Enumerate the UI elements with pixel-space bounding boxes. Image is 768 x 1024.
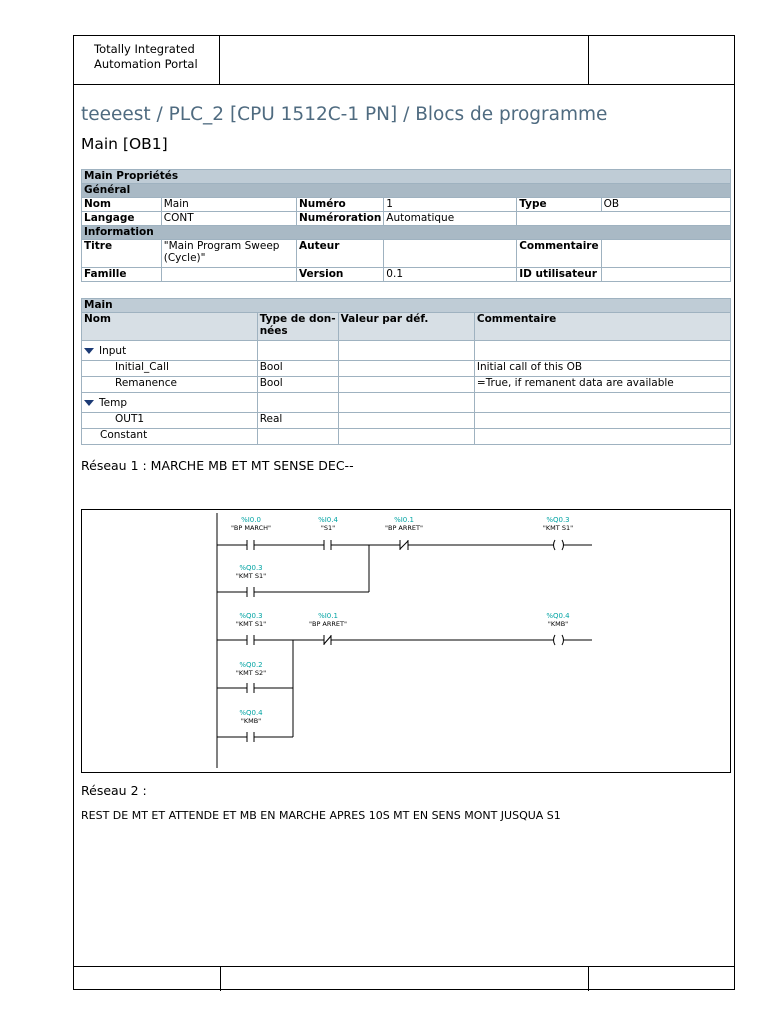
- contact-symbol: "KMT S1": [235, 572, 267, 580]
- contact-symbol: "KMB": [240, 717, 262, 725]
- collapse-arrow-icon[interactable]: [84, 400, 94, 406]
- row-comment: [474, 393, 730, 413]
- row-type: Bool: [257, 377, 338, 393]
- auteur-label: Auteur: [297, 240, 384, 268]
- coil-address: %Q0.3: [546, 516, 570, 524]
- row-type: [257, 393, 338, 413]
- row-default: [338, 429, 474, 445]
- page-footer: [74, 966, 734, 991]
- header-divider: [588, 36, 589, 84]
- langage-label: Langage: [82, 212, 162, 226]
- app-name-line1: Totally Integrated: [94, 42, 195, 56]
- version-value: 0.1: [384, 268, 517, 282]
- row-type: Bool: [257, 361, 338, 377]
- id-label: ID utilisateur: [517, 268, 601, 282]
- row-type: [257, 341, 338, 361]
- network1-title: Réseau 1 : MARCHE MB ET MT SENSE DEC--: [81, 458, 354, 473]
- col-type: [257, 313, 338, 341]
- app-name-cell: [74, 36, 220, 84]
- row-default: [338, 393, 474, 413]
- contact-symbol: "BP ARRET": [309, 620, 347, 628]
- properties-table: [81, 169, 731, 282]
- col-nom: Nom: [82, 313, 258, 341]
- contact-symbol: "BP MARCH": [230, 524, 272, 532]
- coil-address: %Q0.4: [546, 612, 570, 620]
- interface-table: [81, 298, 731, 445]
- numeroration-label: Numéroration: [297, 212, 384, 226]
- row-type: Real: [257, 413, 338, 429]
- row-default: [338, 413, 474, 429]
- table-row: [82, 413, 731, 429]
- properties-section: Main Propriétés: [82, 170, 731, 184]
- commentaire-label: Commentaire: [517, 240, 601, 268]
- table-row: [82, 429, 731, 445]
- nom-value: Main: [161, 198, 296, 212]
- row-name: Initial_Call: [82, 361, 258, 377]
- famille-value: [161, 268, 296, 282]
- footer-divider: [220, 967, 221, 991]
- row-comment: Initial call of this OB: [474, 361, 730, 377]
- numero-value: 1: [384, 198, 517, 212]
- contact-address: %Q0.3: [239, 612, 263, 620]
- app-name-line2: Automation Portal: [94, 57, 198, 71]
- collapse-arrow-icon[interactable]: [84, 348, 94, 354]
- document-page: [73, 35, 735, 990]
- contact-symbol: "KMT S1": [235, 620, 267, 628]
- contact-symbol: "BP ARRET": [385, 524, 423, 532]
- type-label: Type: [517, 198, 601, 212]
- row-comment: [474, 429, 730, 445]
- id-value: [601, 268, 730, 282]
- contact-symbol: "KMT S2": [235, 669, 267, 677]
- langage-value: CONT: [161, 212, 296, 226]
- row-name: OUT1: [82, 413, 258, 429]
- commentaire-value: [601, 240, 730, 268]
- titre-label: Titre: [82, 240, 162, 268]
- row-default: [338, 341, 474, 361]
- row-name: Input: [99, 344, 127, 357]
- row-default: [338, 377, 474, 393]
- row-comment: [474, 341, 730, 361]
- interface-section: Main: [82, 299, 731, 313]
- titre-value-line1: "Main Program Sweep: [163, 240, 280, 252]
- row-name: Constant: [82, 429, 258, 445]
- coil-symbol: "KMB": [547, 620, 569, 628]
- ladder-svg: [82, 510, 730, 772]
- col-type-line1: Type de don-: [259, 313, 336, 325]
- contact-address: %Q0.2: [239, 661, 263, 669]
- titre-value-line2: (Cycle)": [163, 252, 206, 264]
- numero-label: Numéro: [297, 198, 384, 212]
- numeroration-value: Automatique: [384, 212, 517, 226]
- contact-address: %I0.1: [318, 612, 338, 620]
- nom-label: Nom: [82, 198, 162, 212]
- col-default: Valeur par déf.: [338, 313, 474, 341]
- col-comment: Commentaire: [474, 313, 730, 341]
- contact-address: %Q0.4: [239, 709, 263, 717]
- network2-comment: REST DE MT ET ATTENDE ET MB EN MARCHE APRES 10S MT EN SENS MONT JUSQUA S1: [81, 809, 561, 822]
- footer-divider: [588, 967, 589, 991]
- contact-address: %Q0.3: [239, 564, 263, 572]
- famille-label: Famille: [82, 268, 162, 282]
- contact-address: %I0.4: [318, 516, 338, 524]
- page-title: teeeest / PLC_2 [CPU 1512C-1 PN] / Blocs de programme: [81, 104, 608, 125]
- page-header: [74, 36, 734, 85]
- row-type: [257, 429, 338, 445]
- general-section: Général: [82, 184, 731, 198]
- row-comment: =True, if remanent data are available: [474, 377, 730, 393]
- table-row: [82, 377, 731, 393]
- block-title: Main [OB1]: [81, 135, 168, 153]
- contact-address: %I0.0: [241, 516, 261, 524]
- coil-symbol: "KMT S1": [542, 524, 574, 532]
- table-row: [82, 361, 731, 377]
- row-name: Temp: [99, 396, 127, 409]
- information-section: Information: [82, 226, 731, 240]
- col-type-line2: nées: [259, 325, 288, 337]
- table-row: [82, 393, 731, 413]
- contact-address: %I0.1: [394, 516, 414, 524]
- row-comment: [474, 413, 730, 429]
- row-name: Remanence: [82, 377, 258, 393]
- auteur-value: [384, 240, 517, 268]
- ladder-diagram: [81, 509, 731, 773]
- row-default: [338, 361, 474, 377]
- table-row: [82, 341, 731, 361]
- network2-title: Réseau 2 :: [81, 783, 147, 798]
- contact-symbol: "S1": [320, 524, 336, 532]
- type-value: OB: [601, 198, 730, 212]
- version-label: Version: [297, 268, 384, 282]
- titre-value: [161, 240, 296, 268]
